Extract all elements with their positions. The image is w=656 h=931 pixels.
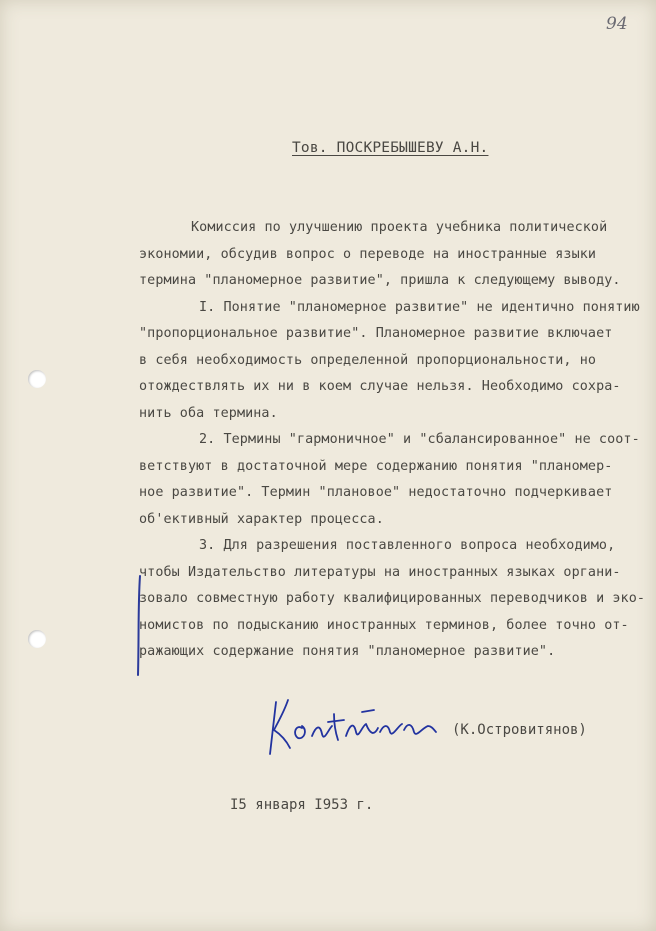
point1-line: в себя необходимость определенной пропорциональности, но (139, 352, 597, 368)
point3-line: ражающих содержание понятия "планомерное развитие". (139, 644, 556, 659)
handwritten-signature (262, 690, 442, 760)
point3-line: номистов по подысканию иностранных терминов, более точно от- (139, 617, 629, 633)
point1-line: отождествлять их ни в коем случае нельзя. Необходимо сохра- (139, 379, 621, 394)
handwritten-page-number: 94 (606, 14, 628, 34)
point3-line: чтобы Издательство литературы на иностранных языках органи- (139, 564, 621, 580)
intro-line: термина "планомерное развитие", пришла к следующему выводу. (139, 273, 621, 288)
intro-line: экономии, обсудив вопрос о переводе на иностранные языки (139, 246, 597, 262)
point2-line: ветствуют в достаточной мере содержанию понятия "планомер- (139, 458, 613, 474)
point2-line: ное развитие". Термин "плановое" недостаточно подчеркивает (139, 485, 613, 500)
addressee-line: Тов. ПОСКРЕБЫШЕВУ А.Н. (292, 140, 489, 156)
margin-pencil-mark (136, 574, 142, 677)
point2-line: 2. Термины "гармоничное" и "сбалансированное" не соот- (199, 432, 640, 447)
point2-line: об'ективный характер процесса. (139, 511, 384, 527)
point3-line: зовало совместную работу квалифицированных переводчиков и эко- (139, 591, 646, 606)
letter-body (139, 215, 649, 666)
intro-line: Комиссия по улучшению проекта учебника политической (191, 220, 608, 235)
punch-hole-top (28, 370, 46, 388)
document-date: I5 января I953 г. (230, 797, 374, 813)
point1-line: I. Понятие "планомерное развитие" не идентично понятию (199, 299, 640, 315)
point1-line: "пропорциональное развитие". Планомерное развитие включает (139, 326, 613, 341)
punch-hole-bottom (28, 630, 46, 648)
point3-line: 3. Для разрешения поставленного вопроса необходимо, (199, 538, 616, 553)
point1-line: нить оба термина. (139, 405, 278, 421)
signer-name: (К.Островитянов) (452, 722, 587, 738)
